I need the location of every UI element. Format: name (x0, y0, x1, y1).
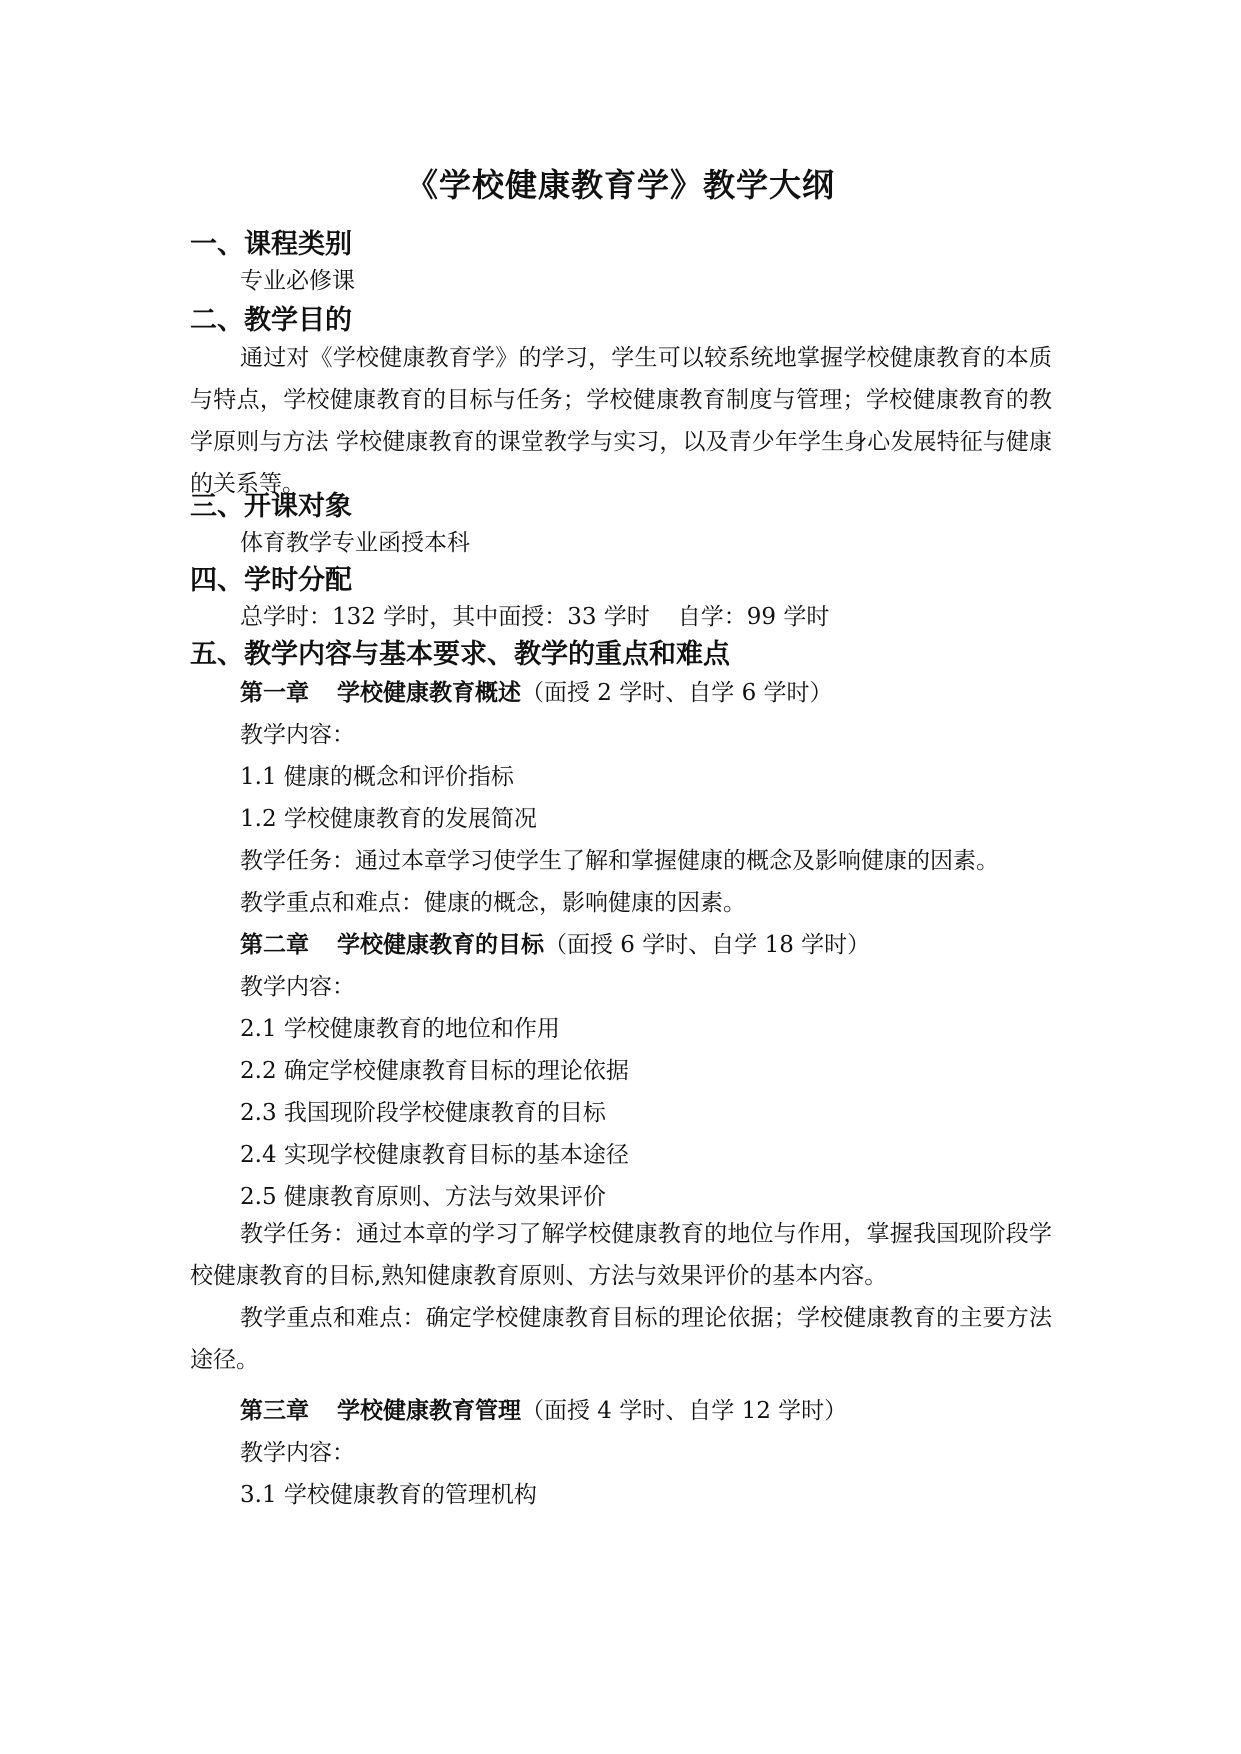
section-heading-course-type: 一、课程类别 (190, 229, 352, 260)
section-heading-target-students: 三、开课对象 (190, 491, 352, 522)
chapter-2-task: 教学任务：通过本章的学习了解学校健康教育的地位与作用，掌握我国现阶段学校健康教育的目标,熟知健康教育原则、方法与效果评价的基本内容。 (190, 1221, 1052, 1289)
chapter-2-key-points: 教学重点和难点：确定学校健康教育目标的理论依据；学校健康教育的主要方法途径。 (190, 1305, 1052, 1373)
list-item: 2.3 我国现阶段学校健康教育的目标 (240, 1100, 606, 1126)
chapter-1-name: 学校健康教育概述 (337, 680, 521, 706)
target-students-text: 体育教学专业函授本科 (240, 530, 470, 556)
section-heading-teaching-purpose: 二、教学目的 (190, 305, 352, 336)
chapter-2-label: 第二章 (240, 932, 309, 958)
hours-self-study: 自学：99 学时 (677, 604, 830, 630)
list-item: 2.5 健康教育原则、方法与效果评价 (240, 1184, 606, 1210)
section-heading-hours: 四、学时分配 (190, 565, 352, 596)
list-item: 1.1 健康的概念和评价指标 (240, 764, 514, 790)
list-item: 2.1 学校健康教育的地位和作用 (240, 1016, 560, 1042)
course-type-text: 专业必修课 (240, 268, 355, 294)
list-item: 2.4 实现学校健康教育目标的基本途径 (240, 1142, 629, 1168)
chapter-3-heading (240, 1392, 847, 1425)
chapter-2-name: 学校健康教育的目标 (337, 932, 544, 958)
chapter-1-label: 第一章 (240, 680, 309, 706)
section-heading-content: 五、教学内容与基本要求、教学的重点和难点 (190, 639, 730, 670)
chapter-3-content-label: 教学内容： (240, 1440, 355, 1466)
chapter-1-hours: （面授 2 学时、自学 6 学时） (521, 680, 833, 706)
hours-text (240, 598, 829, 631)
list-item: 2.2 确定学校健康教育目标的理论依据 (240, 1058, 629, 1084)
chapter-2-heading (240, 926, 870, 959)
chapter-3-hours: （面授 4 学时、自学 12 学时） (521, 1398, 848, 1424)
chapter-2-content-label: 教学内容： (240, 974, 355, 1000)
chapter-1-content-label: 教学内容： (240, 722, 355, 748)
chapter-3-name: 学校健康教育管理 (337, 1398, 521, 1424)
chapter-3-label: 第三章 (240, 1398, 309, 1424)
list-item: 1.2 学校健康教育的发展简况 (240, 806, 537, 832)
chapter-1-task: 教学任务：通过本章学习使学生了解和掌握健康的概念及影响健康的因素。 (240, 848, 999, 874)
list-item: 3.1 学校健康教育的管理机构 (240, 1482, 537, 1508)
document-title: 《学校健康教育学》教学大纲 (405, 166, 835, 204)
chapter-2-hours: （面授 6 学时、自学 18 学时） (544, 932, 871, 958)
chapter-1-key-points: 教学重点和难点：健康的概念，影响健康的因素。 (240, 890, 746, 916)
teaching-purpose-paragraph: 通过对《学校健康教育学》的学习，学生可以较系统地掌握学校健康教育的本质与特点，学校健康教育的目标与任务；学校健康教育制度与管理；学校健康教育的教学原则与方法 学校健康教育的课堂教学与实习，以及青少年学生身心发展特征与健康的关系等。 (190, 345, 1052, 497)
hours-total: 总学时：132 学时，其中面授：33 学时 (240, 604, 650, 630)
chapter-1-heading (240, 674, 833, 707)
